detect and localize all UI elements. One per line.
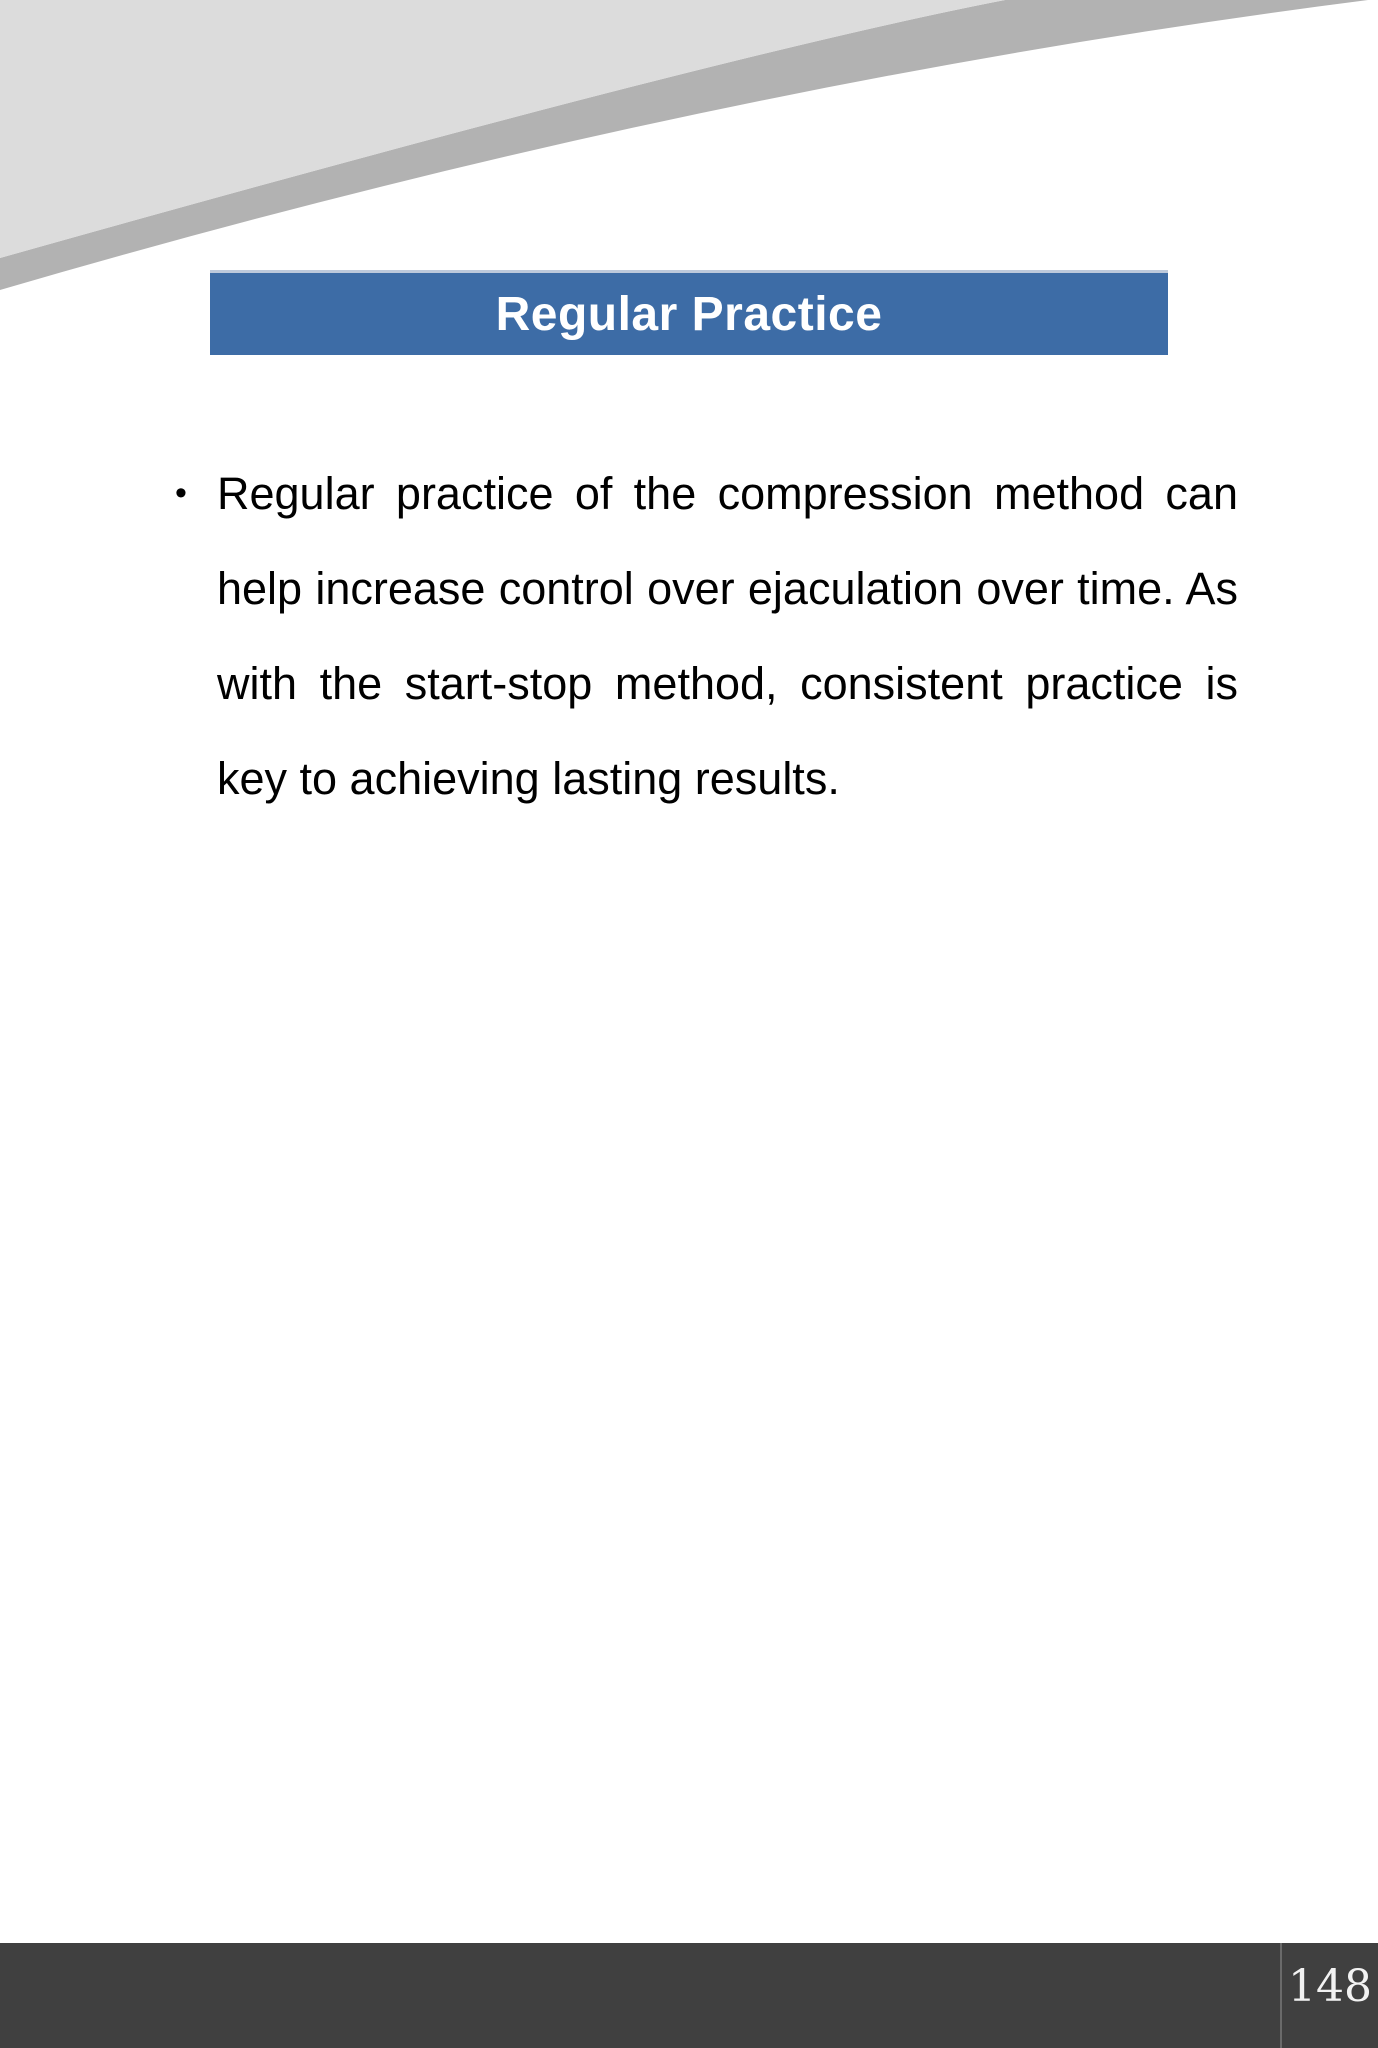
bullet-icon: • bbox=[175, 474, 187, 512]
footer-separator-line bbox=[1280, 1943, 1282, 2048]
section-title-bar bbox=[210, 270, 1168, 355]
bullet-item bbox=[175, 446, 1238, 826]
page-title: Regular Practice bbox=[495, 287, 883, 341]
page-number: 148 bbox=[1288, 1961, 1372, 2012]
page-footer bbox=[0, 1943, 1378, 2048]
bullet-text: Regular practice of the compression method can help increase control over ejaculation over time. As with the start-stop method, consistent practice is key to achieving lasting results. bbox=[217, 468, 1238, 804]
